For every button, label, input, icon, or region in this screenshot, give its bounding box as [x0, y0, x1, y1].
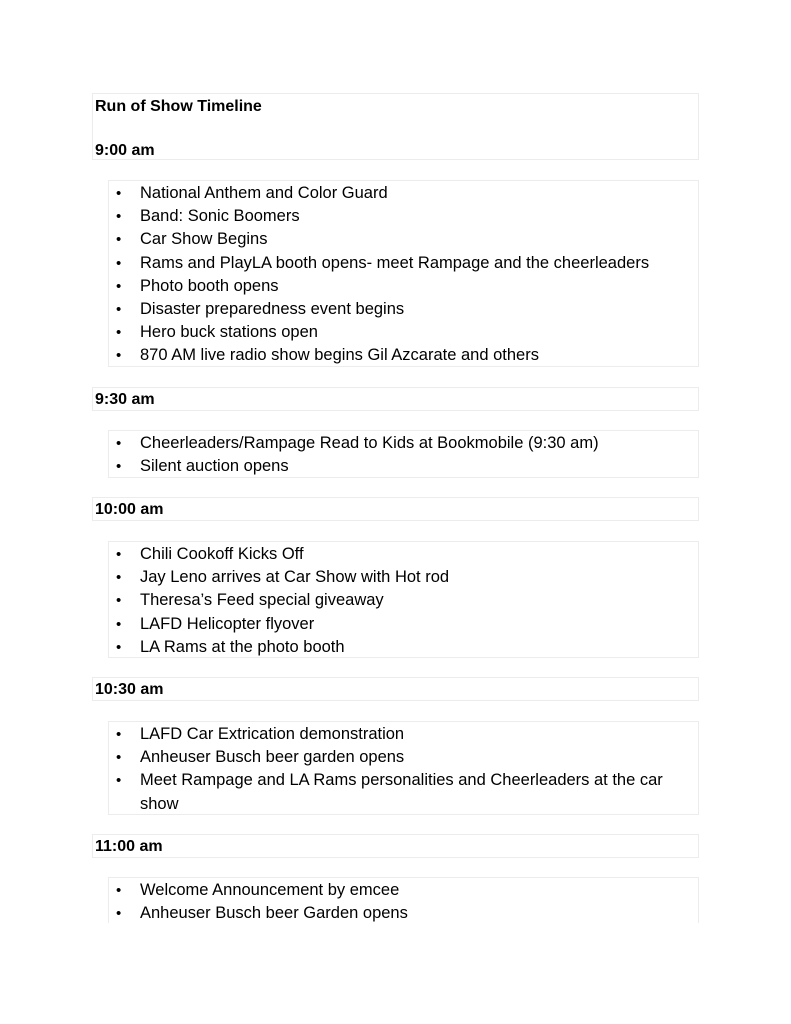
- time-heading-930-block: [92, 387, 699, 411]
- schedule-list-1030: [108, 721, 699, 815]
- time-heading-1030-block: [92, 677, 699, 701]
- schedule-list-930: [108, 430, 699, 478]
- list-item: • Anheuser Busch beer garden opens: [109, 746, 698, 769]
- list-item: • Anheuser Busch beer Garden opens: [109, 902, 698, 923]
- schedule-list-900: [108, 180, 699, 367]
- list-item: • LA Rams at the photo booth: [109, 636, 698, 659]
- list-item: • LAFD Car Extrication demonstration: [109, 723, 698, 746]
- list-item: • National Anthem and Color Guard: [109, 182, 698, 205]
- schedule-list-1100: [108, 877, 699, 923]
- list-item: • Welcome Announcement by emcee: [109, 879, 698, 902]
- list-item: • Car Show Begins: [109, 228, 698, 251]
- time-heading-930: 9:30 am: [95, 391, 155, 408]
- list-item: • Disaster preparedness event begins: [109, 298, 698, 321]
- list-item: • Jay Leno arrives at Car Show with Hot rod: [109, 566, 698, 589]
- schedule-list-1000: [108, 541, 699, 658]
- list-item: • Chili Cookoff Kicks Off: [109, 543, 698, 566]
- list-item: • Meet Rampage and LA Rams personalities and Cheerleaders at the car show: [109, 769, 698, 815]
- time-heading-900: 9:00 am: [95, 142, 155, 159]
- list-item: • LAFD Helicopter flyover: [109, 613, 698, 636]
- list-item: • Cheerleaders/Rampage Read to Kids at Bookmobile (9:30 am): [109, 432, 698, 455]
- time-heading-1030: 10:30 am: [95, 681, 164, 698]
- list-item: • Hero buck stations open: [109, 321, 698, 344]
- list-item: • Photo booth opens: [109, 275, 698, 298]
- time-heading-1100-block: [92, 834, 699, 858]
- time-heading-1000: 10:00 am: [95, 501, 164, 518]
- list-item: • Theresa’s Feed special giveaway: [109, 589, 698, 612]
- list-item: • Band: Sonic Boomers: [109, 205, 698, 228]
- list-item: • Silent auction opens: [109, 455, 698, 478]
- list-item: • Rams and PlayLA booth opens- meet Rampage and the cheerleaders: [109, 252, 698, 275]
- list-item: • 870 AM live radio show begins Gil Azcarate and others: [109, 344, 698, 367]
- title-block: [92, 93, 699, 160]
- time-heading-1000-block: [92, 497, 699, 521]
- time-heading-1100: 11:00 am: [95, 838, 163, 855]
- document-title: Run of Show Timeline: [95, 98, 262, 115]
